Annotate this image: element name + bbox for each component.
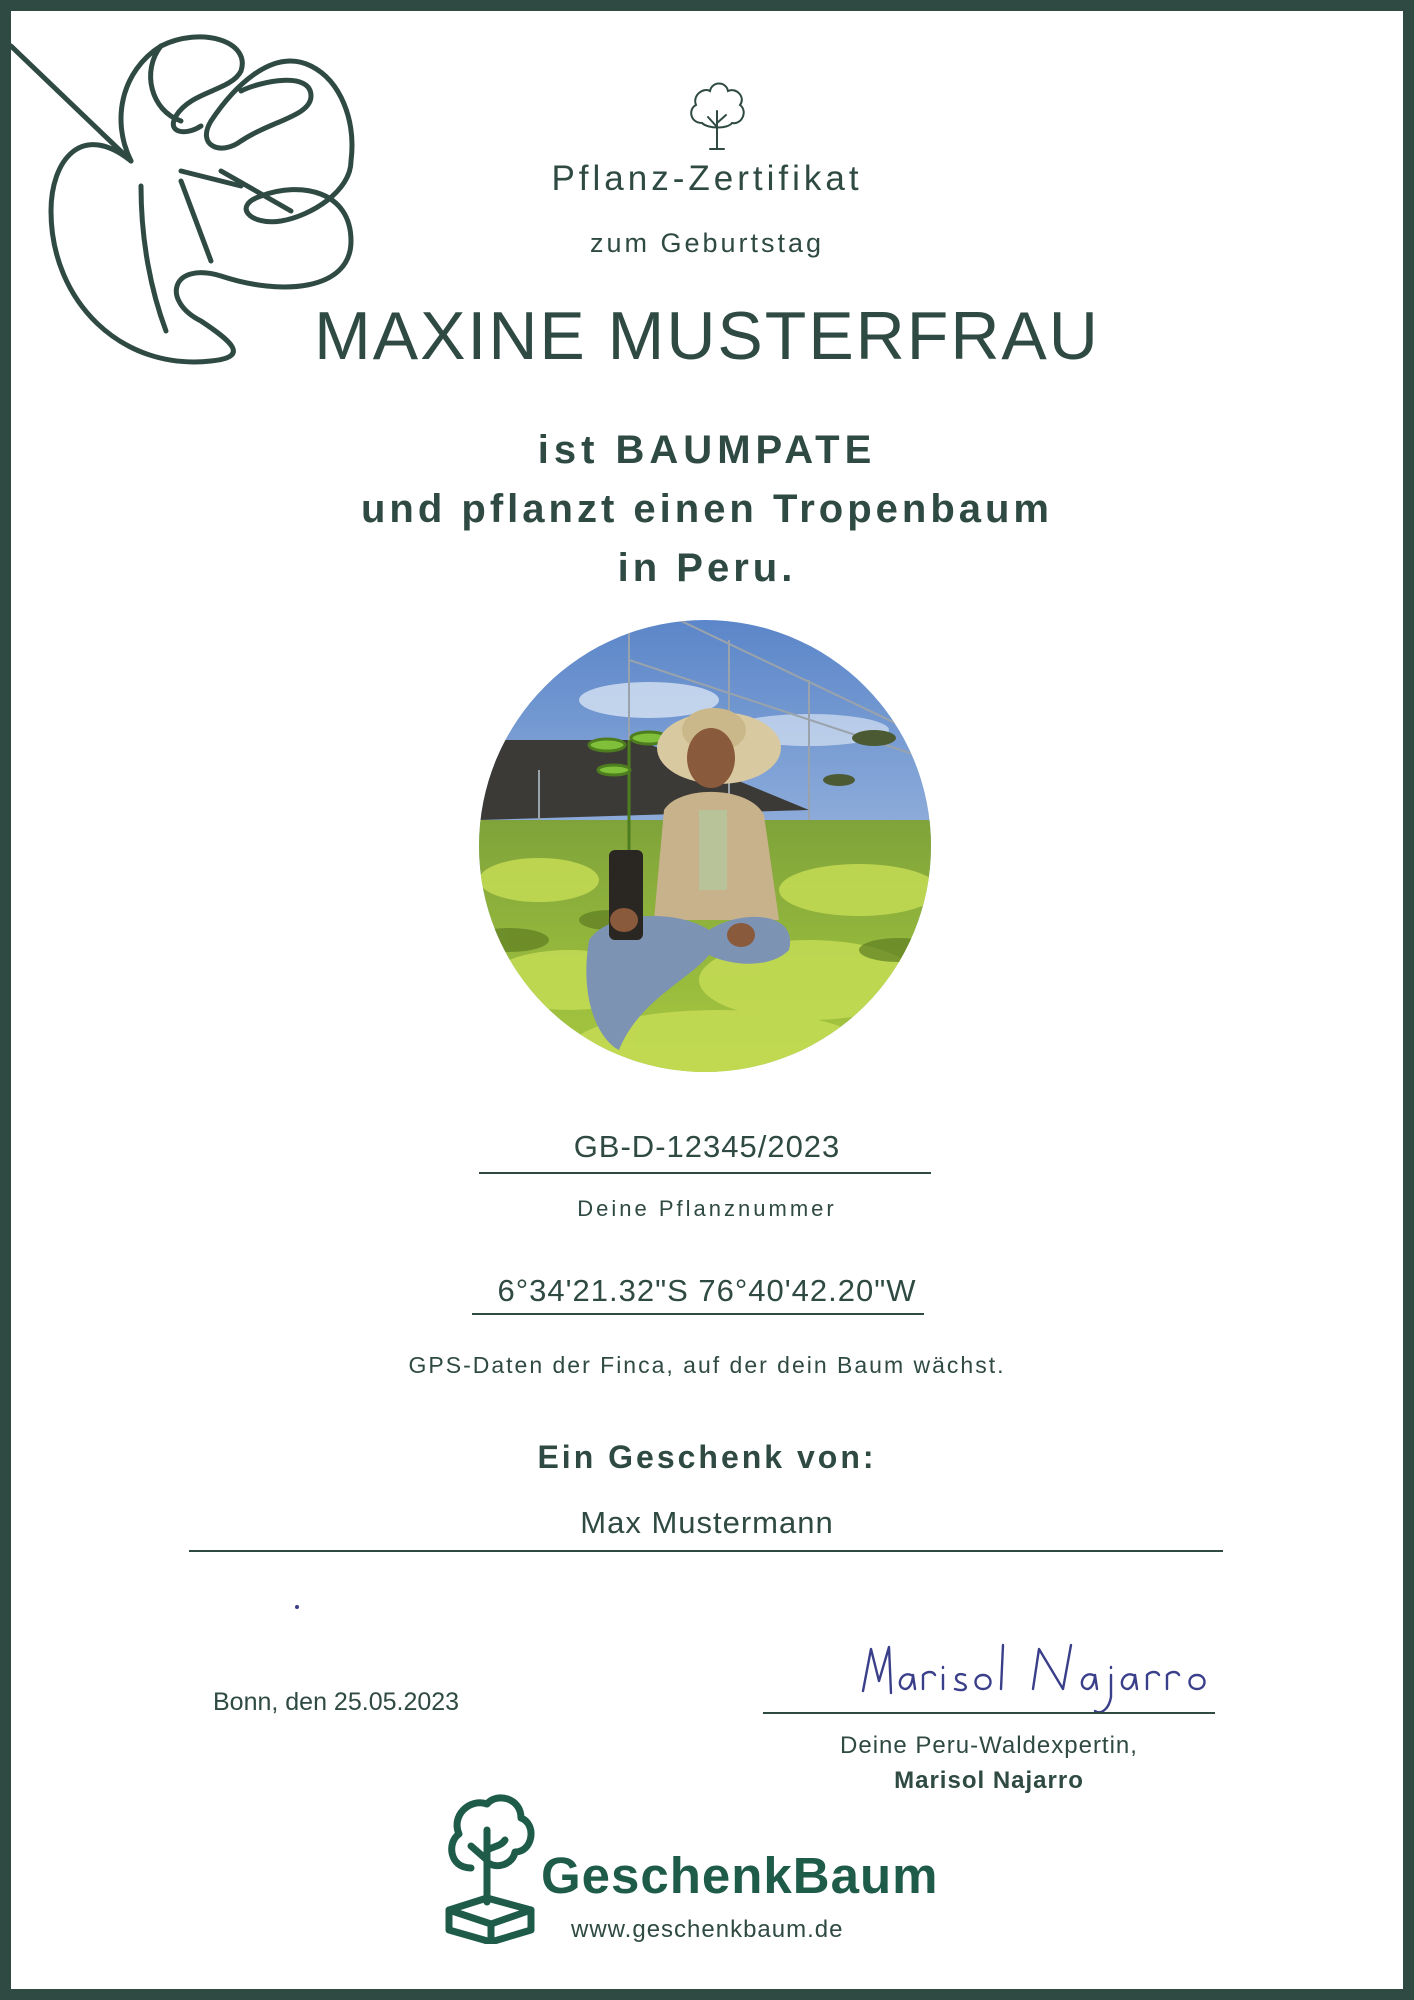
location-statement: in Peru.: [617, 546, 797, 590]
divider: [479, 1172, 931, 1174]
gps-label: GPS-Daten der Finca, auf der dein Baum wächst.: [408, 1352, 1006, 1378]
gps-coordinates: 6°34'21.32"S 76°40'42.20"W: [497, 1273, 917, 1308]
gift-giver: Max Mustermann: [580, 1505, 834, 1540]
plant-number-label: Deine Pflanznummer: [577, 1196, 837, 1221]
place-date: Bonn, den 25.05.2023: [213, 1688, 460, 1716]
tree-icon: [684, 77, 750, 153]
expert-title: Deine Peru-Waldexpertin,: [840, 1732, 1138, 1759]
sponsor-statement: ist BAUMPATE: [537, 428, 877, 472]
geschenkbaum-logo-icon: [441, 1790, 539, 1944]
recipient-name: MAXINE MUSTERFRAU: [314, 298, 1100, 374]
website-link[interactable]: www.geschenkbaum.de: [571, 1916, 844, 1943]
gift-heading: Ein Geschenk von:: [537, 1439, 877, 1475]
plant-number: GB-D-12345/2023: [573, 1129, 841, 1164]
occasion-subtitle: zum Geburtstag: [589, 228, 825, 258]
nursery-photo: [479, 620, 931, 1072]
signature-line: [763, 1712, 1215, 1714]
expert-name: Marisol Najarro: [894, 1767, 1084, 1794]
divider: [189, 1550, 1223, 1552]
brand-logo-text: GeschenkBaum: [541, 1847, 939, 1904]
planting-statement: und pflanzt einen Tropenbaum: [361, 487, 1053, 531]
ink-dot: [295, 1605, 299, 1609]
signature: [771, 1631, 1221, 1721]
divider: [472, 1313, 924, 1315]
certificate-title: Pflanz-Zertifikat: [551, 159, 863, 198]
